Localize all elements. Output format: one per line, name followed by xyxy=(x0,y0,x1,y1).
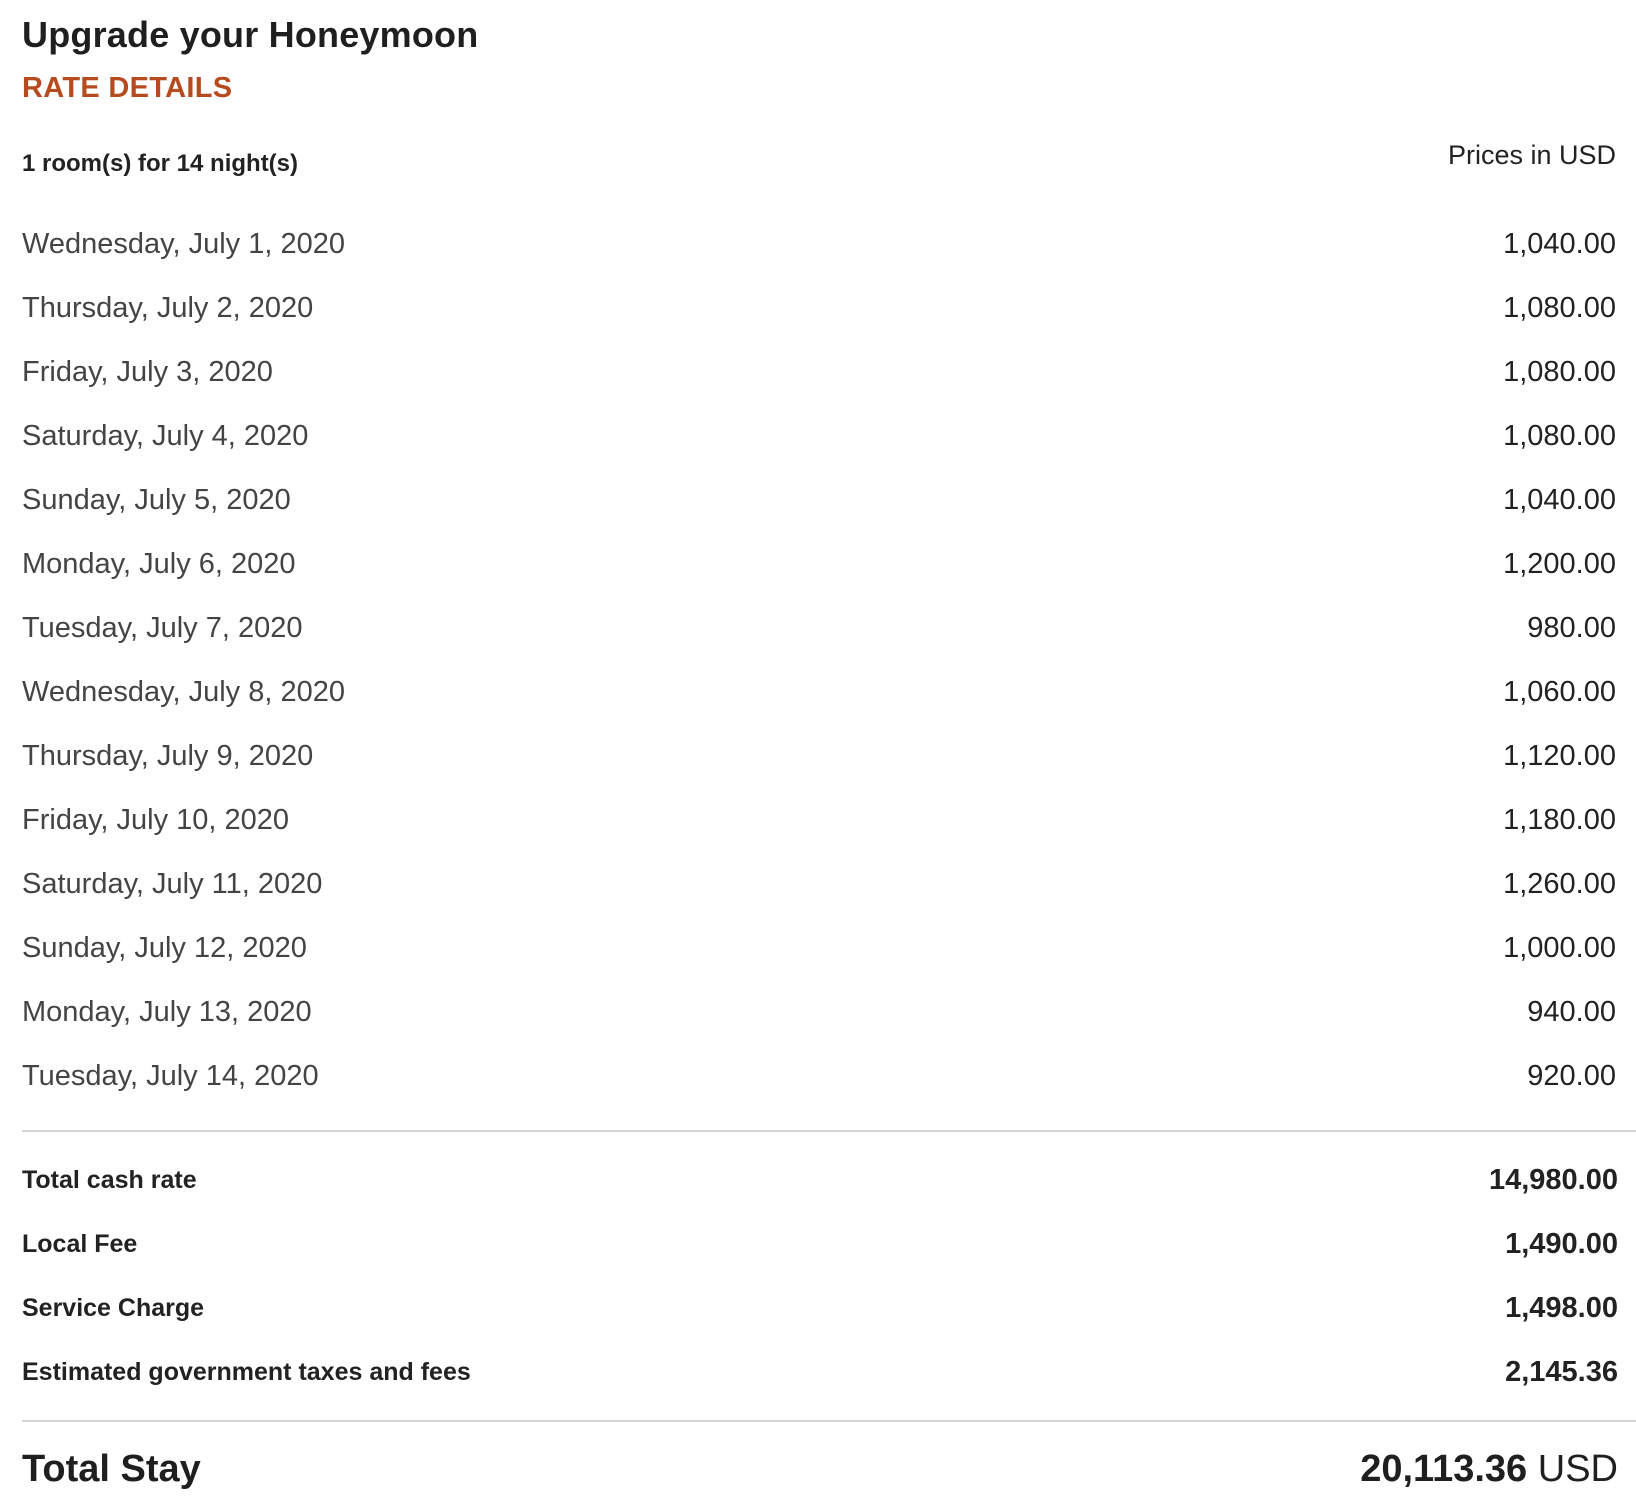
nightly-rate-row xyxy=(22,852,1616,916)
night-date: Saturday, July 4, 2020 xyxy=(22,419,309,452)
total-stay-currency: USD xyxy=(1537,1448,1618,1490)
fee-label: Service Charge xyxy=(22,1293,205,1322)
total-stay-amount: 20,113.36 xyxy=(1360,1448,1528,1490)
night-price: 1,080.00 xyxy=(1503,419,1616,452)
night-date: Monday, July 13, 2020 xyxy=(22,995,312,1028)
night-price: 1,080.00 xyxy=(1503,355,1616,388)
nightly-rate-row xyxy=(22,916,1616,980)
night-date: Wednesday, July 1, 2020 xyxy=(22,227,345,260)
nightly-rates-list xyxy=(22,212,1616,1108)
nightly-rate-row xyxy=(22,468,1616,532)
night-price: 980.00 xyxy=(1527,611,1616,644)
night-date: Monday, July 6, 2020 xyxy=(22,547,296,580)
fee-amount: 1,490.00 xyxy=(1505,1227,1618,1260)
nightly-rate-row xyxy=(22,980,1616,1044)
night-price: 1,060.00 xyxy=(1503,675,1616,708)
section-heading: RATE DETAILS xyxy=(22,72,233,104)
total-stay-label: Total Stay xyxy=(22,1448,201,1490)
fee-row-local-fee xyxy=(22,1212,1618,1276)
night-price: 1,260.00 xyxy=(1503,867,1616,900)
night-date: Friday, July 3, 2020 xyxy=(22,355,273,388)
nightly-rate-row xyxy=(22,596,1616,660)
night-date: Tuesday, July 7, 2020 xyxy=(22,611,303,644)
nightly-rate-row xyxy=(22,788,1616,852)
fee-amount: 2,145.36 xyxy=(1505,1355,1618,1388)
night-date: Wednesday, July 8, 2020 xyxy=(22,675,345,708)
nightly-rate-row xyxy=(22,340,1616,404)
night-date: Thursday, July 2, 2020 xyxy=(22,291,314,324)
total-stay-row xyxy=(22,1448,1618,1491)
divider xyxy=(22,1130,1636,1132)
night-date: Thursday, July 9, 2020 xyxy=(22,739,314,772)
night-price: 1,200.00 xyxy=(1503,547,1616,580)
night-date: Saturday, July 11, 2020 xyxy=(22,867,323,900)
fee-row-total-cash-rate xyxy=(22,1148,1618,1212)
page-title: Upgrade your Honeymoon xyxy=(22,14,479,55)
night-price: 940.00 xyxy=(1527,995,1616,1028)
nightly-rate-row xyxy=(22,276,1616,340)
night-price: 1,080.00 xyxy=(1503,291,1616,324)
fee-label: Local Fee xyxy=(22,1229,138,1258)
total-stay-value xyxy=(1360,1448,1618,1491)
fee-row-service-charge xyxy=(22,1276,1618,1340)
fee-label: Estimated government taxes and fees xyxy=(22,1357,471,1386)
fees-list xyxy=(22,1148,1618,1404)
fee-row-taxes xyxy=(22,1340,1618,1404)
night-price: 1,040.00 xyxy=(1503,483,1616,516)
nightly-rate-row xyxy=(22,212,1616,276)
fee-amount: 1,498.00 xyxy=(1505,1291,1618,1324)
divider xyxy=(22,1420,1636,1422)
nightly-rate-row xyxy=(22,724,1616,788)
night-price: 1,000.00 xyxy=(1503,931,1616,964)
nightly-rate-row xyxy=(22,660,1616,724)
night-date: Tuesday, July 14, 2020 xyxy=(22,1059,319,1092)
fee-label: Total cash rate xyxy=(22,1165,197,1194)
night-date: Sunday, July 5, 2020 xyxy=(22,483,291,516)
night-price: 1,040.00 xyxy=(1503,227,1616,260)
night-price: 920.00 xyxy=(1527,1059,1616,1092)
rooms-nights-summary: 1 room(s) for 14 night(s) xyxy=(22,150,299,177)
nightly-rate-row xyxy=(22,404,1616,468)
night-price: 1,180.00 xyxy=(1503,803,1616,836)
currency-note: Prices in USD xyxy=(1447,140,1616,170)
nightly-rate-row xyxy=(22,1044,1616,1108)
night-price: 1,120.00 xyxy=(1503,739,1616,772)
nightly-rate-row xyxy=(22,532,1616,596)
night-date: Friday, July 10, 2020 xyxy=(22,803,290,836)
night-date: Sunday, July 12, 2020 xyxy=(22,931,307,964)
fee-amount: 14,980.00 xyxy=(1488,1163,1618,1196)
